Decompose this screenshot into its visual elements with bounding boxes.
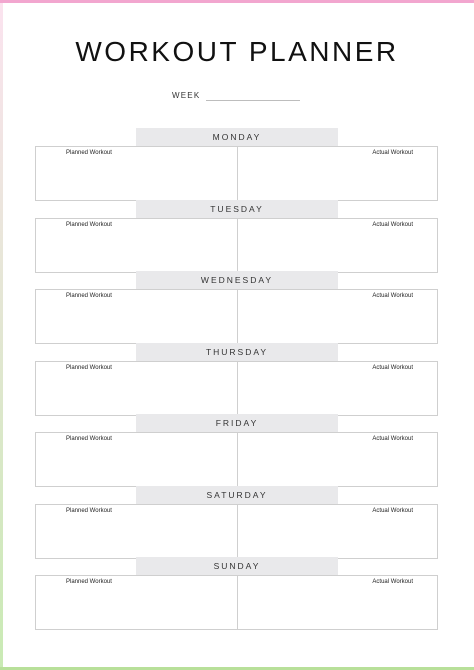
planned-workout-label: Planned Workout <box>66 221 112 228</box>
actual-workout-label: Actual Workout <box>372 364 413 371</box>
page-title: WORKOUT PLANNER <box>75 36 399 67</box>
column-divider <box>237 219 238 272</box>
planned-workout-label: Planned Workout <box>66 436 112 442</box>
day-box <box>35 504 438 559</box>
day-box <box>35 218 438 273</box>
week-label: WEEK <box>172 91 201 100</box>
column-divider <box>237 362 238 415</box>
left-edge-stripe <box>0 3 3 667</box>
day-box <box>35 575 438 630</box>
day-header: TUESDAY <box>136 200 338 218</box>
week-input-line[interactable] <box>206 100 300 101</box>
actual-workout-label: Actual Workout <box>372 436 413 442</box>
top-edge-stripe <box>0 0 474 3</box>
planned-workout-label: Planned Workout <box>66 293 112 299</box>
actual-workout-label: Actual Workout <box>372 507 413 514</box>
week-row <box>172 91 302 103</box>
day-header: WEDNESDAY <box>136 271 338 289</box>
day-header: MONDAY <box>136 128 338 146</box>
day-block-saturday <box>35 486 438 559</box>
planned-workout-label: Planned Workout <box>66 507 112 514</box>
day-header: FRIDAY <box>136 414 338 432</box>
day-block-thursday <box>35 343 438 416</box>
day-box <box>35 146 438 201</box>
day-box <box>35 432 438 487</box>
day-block-wednesday <box>35 271 438 344</box>
planned-workout-label: Planned Workout <box>66 579 112 585</box>
actual-workout-label: Actual Workout <box>372 150 413 156</box>
day-block-friday <box>35 414 438 487</box>
column-divider <box>237 576 238 629</box>
day-block-tuesday <box>35 200 438 273</box>
day-box <box>35 289 438 344</box>
day-block-monday <box>35 128 438 201</box>
column-divider <box>237 147 238 200</box>
planned-workout-label: Planned Workout <box>66 364 112 371</box>
column-divider <box>237 433 238 486</box>
day-header: SUNDAY <box>136 557 338 575</box>
actual-workout-label: Actual Workout <box>372 579 413 585</box>
day-header: SATURDAY <box>136 486 338 504</box>
day-block-sunday <box>35 557 438 630</box>
day-box <box>35 361 438 416</box>
day-header: THURSDAY <box>136 343 338 361</box>
actual-workout-label: Actual Workout <box>372 293 413 299</box>
actual-workout-label: Actual Workout <box>372 221 413 228</box>
column-divider <box>237 505 238 558</box>
planned-workout-label: Planned Workout <box>66 150 112 156</box>
column-divider <box>237 290 238 343</box>
